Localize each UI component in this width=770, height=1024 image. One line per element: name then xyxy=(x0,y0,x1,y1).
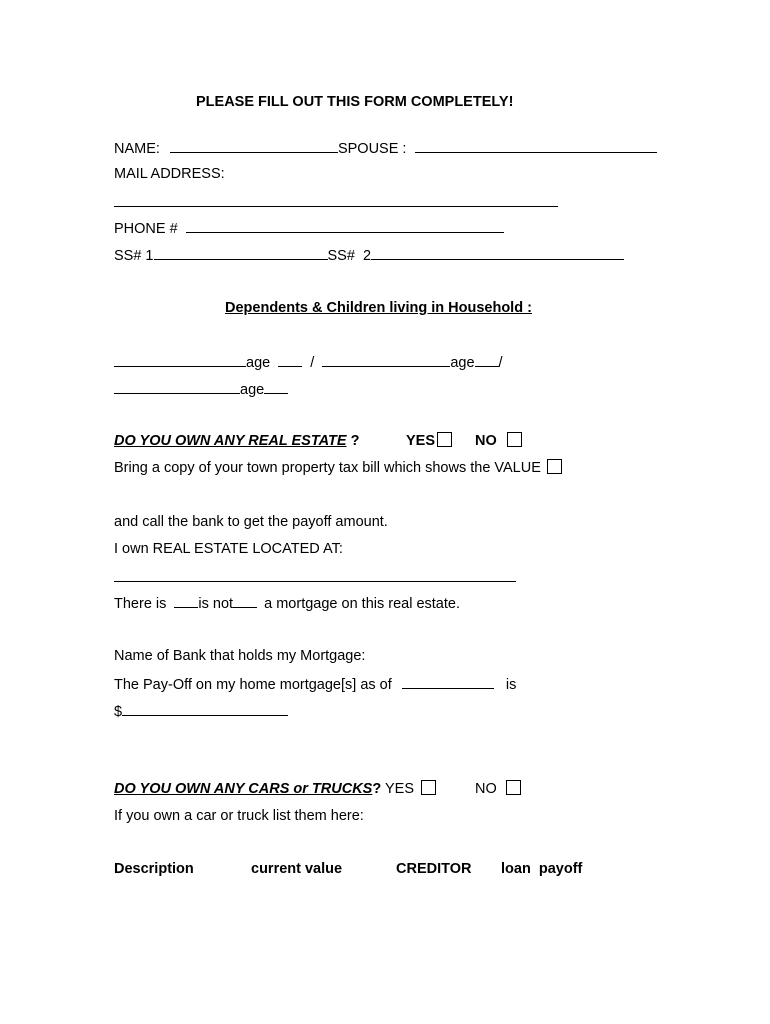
real-estate-question-mark: ? xyxy=(346,433,360,449)
ss-row xyxy=(114,245,624,265)
dependent-separator: / xyxy=(498,355,503,371)
payoff-as-of-row xyxy=(114,674,516,694)
cars-question-mark: ? xyxy=(372,781,382,797)
payoff-as-of-label: The Pay-Off on my home mortgage[s] as of xyxy=(114,677,392,693)
age-label: age xyxy=(246,355,271,371)
dependent-age-field[interactable] xyxy=(278,352,302,367)
dependents-heading xyxy=(225,299,532,317)
cars-question: DO YOU OWN ANY CARS or TRUCKS xyxy=(114,781,373,797)
dependents-row-2 xyxy=(114,379,288,399)
bank-name-row xyxy=(114,647,365,665)
mortgage-is-not-field[interactable] xyxy=(233,593,257,608)
real-estate-no xyxy=(475,432,522,450)
mail-address-field[interactable] xyxy=(114,206,558,207)
mail-address-row xyxy=(114,165,225,183)
cars-yes-label: YES xyxy=(384,781,414,797)
ss2-field[interactable] xyxy=(371,245,624,260)
column-header-loan-payoff-text: loan payoff xyxy=(501,861,583,877)
cars-yes-checkbox[interactable] xyxy=(421,780,436,795)
mail-address-label: MAIL ADDRESS: xyxy=(114,166,225,182)
tax-bill-text: Bring a copy of your town property tax bill which shows the VALUE xyxy=(114,460,541,476)
real-estate-yes-checkbox[interactable] xyxy=(437,432,452,447)
real-estate-yes xyxy=(406,432,452,450)
tax-bill-row xyxy=(114,459,562,477)
column-header-creditor-text: CREDITOR xyxy=(396,861,472,877)
located-at-field[interactable] xyxy=(114,581,516,582)
column-header-description-text: Description xyxy=(114,861,194,877)
dependents-heading-text: Dependents & Children living in Household : xyxy=(225,300,532,316)
cars-no-checkbox[interactable] xyxy=(506,780,521,795)
mortgage-is-field[interactable] xyxy=(174,593,198,608)
ss1-field[interactable] xyxy=(154,245,328,260)
dependent-age-field[interactable] xyxy=(264,379,288,394)
phone-label: PHONE # xyxy=(114,221,178,237)
cars-question-row xyxy=(114,780,436,798)
tax-bill-checkbox[interactable] xyxy=(547,459,562,474)
mortgage-is-not-label: is not xyxy=(198,596,234,612)
phone-field[interactable] xyxy=(186,218,504,233)
phone-row xyxy=(114,218,504,238)
real-estate-question: DO YOU OWN ANY REAL ESTATE xyxy=(114,433,347,449)
real-estate-yes-label: YES xyxy=(406,433,436,449)
payoff-call-row xyxy=(114,513,388,531)
dependent-name-field[interactable] xyxy=(114,379,240,394)
cars-list-text: If you own a car or truck list them here: xyxy=(114,808,364,824)
column-header-loan-payoff xyxy=(501,860,582,878)
payoff-amount-field[interactable] xyxy=(122,701,288,716)
cars-no xyxy=(475,780,521,798)
dependent-separator: / xyxy=(310,355,315,371)
dollar-sign: $ xyxy=(114,704,123,720)
name-label: NAME: xyxy=(114,141,160,157)
ss1-label: SS# 1 xyxy=(114,248,154,264)
ss2-label: SS# 2 xyxy=(327,248,372,264)
payoff-is-label: is xyxy=(505,677,517,693)
cars-no-label: NO xyxy=(475,781,497,797)
located-at-row xyxy=(114,540,343,558)
column-header-current-value-text: current value xyxy=(251,861,343,877)
form-title xyxy=(196,93,513,111)
name-spouse-row xyxy=(114,138,657,158)
real-estate-no-label: NO xyxy=(475,433,497,449)
name-field[interactable] xyxy=(170,138,338,153)
spouse-label: SPOUSE : xyxy=(337,141,407,157)
spouse-field[interactable] xyxy=(415,138,657,153)
column-header-current-value xyxy=(251,860,342,878)
column-header-description xyxy=(114,860,194,878)
payoff-amount-row xyxy=(114,701,288,721)
dependent-age-field[interactable] xyxy=(475,352,499,367)
real-estate-no-checkbox[interactable] xyxy=(507,432,522,447)
age-label: age xyxy=(240,382,265,398)
dependent-name-field[interactable] xyxy=(322,352,450,367)
located-at-label: I own REAL ESTATE LOCATED AT: xyxy=(114,541,343,557)
payoff-date-field[interactable] xyxy=(402,674,494,689)
mortgage-row xyxy=(114,593,460,613)
column-header-creditor xyxy=(396,860,471,878)
mortgage-suffix: a mortgage on this real estate. xyxy=(264,596,460,612)
real-estate-question-row xyxy=(114,432,359,450)
mortgage-there-is-label: There is xyxy=(114,596,167,612)
cars-list-row xyxy=(114,807,364,825)
bank-name-label: Name of Bank that holds my Mortgage: xyxy=(114,648,366,664)
dependents-row-1 xyxy=(114,352,503,372)
dependent-name-field[interactable] xyxy=(114,352,246,367)
form-title-text: PLEASE FILL OUT THIS FORM COMPLETELY! xyxy=(196,94,514,110)
age-label: age xyxy=(450,355,475,371)
payoff-call-text: and call the bank to get the payoff amount. xyxy=(114,514,388,530)
